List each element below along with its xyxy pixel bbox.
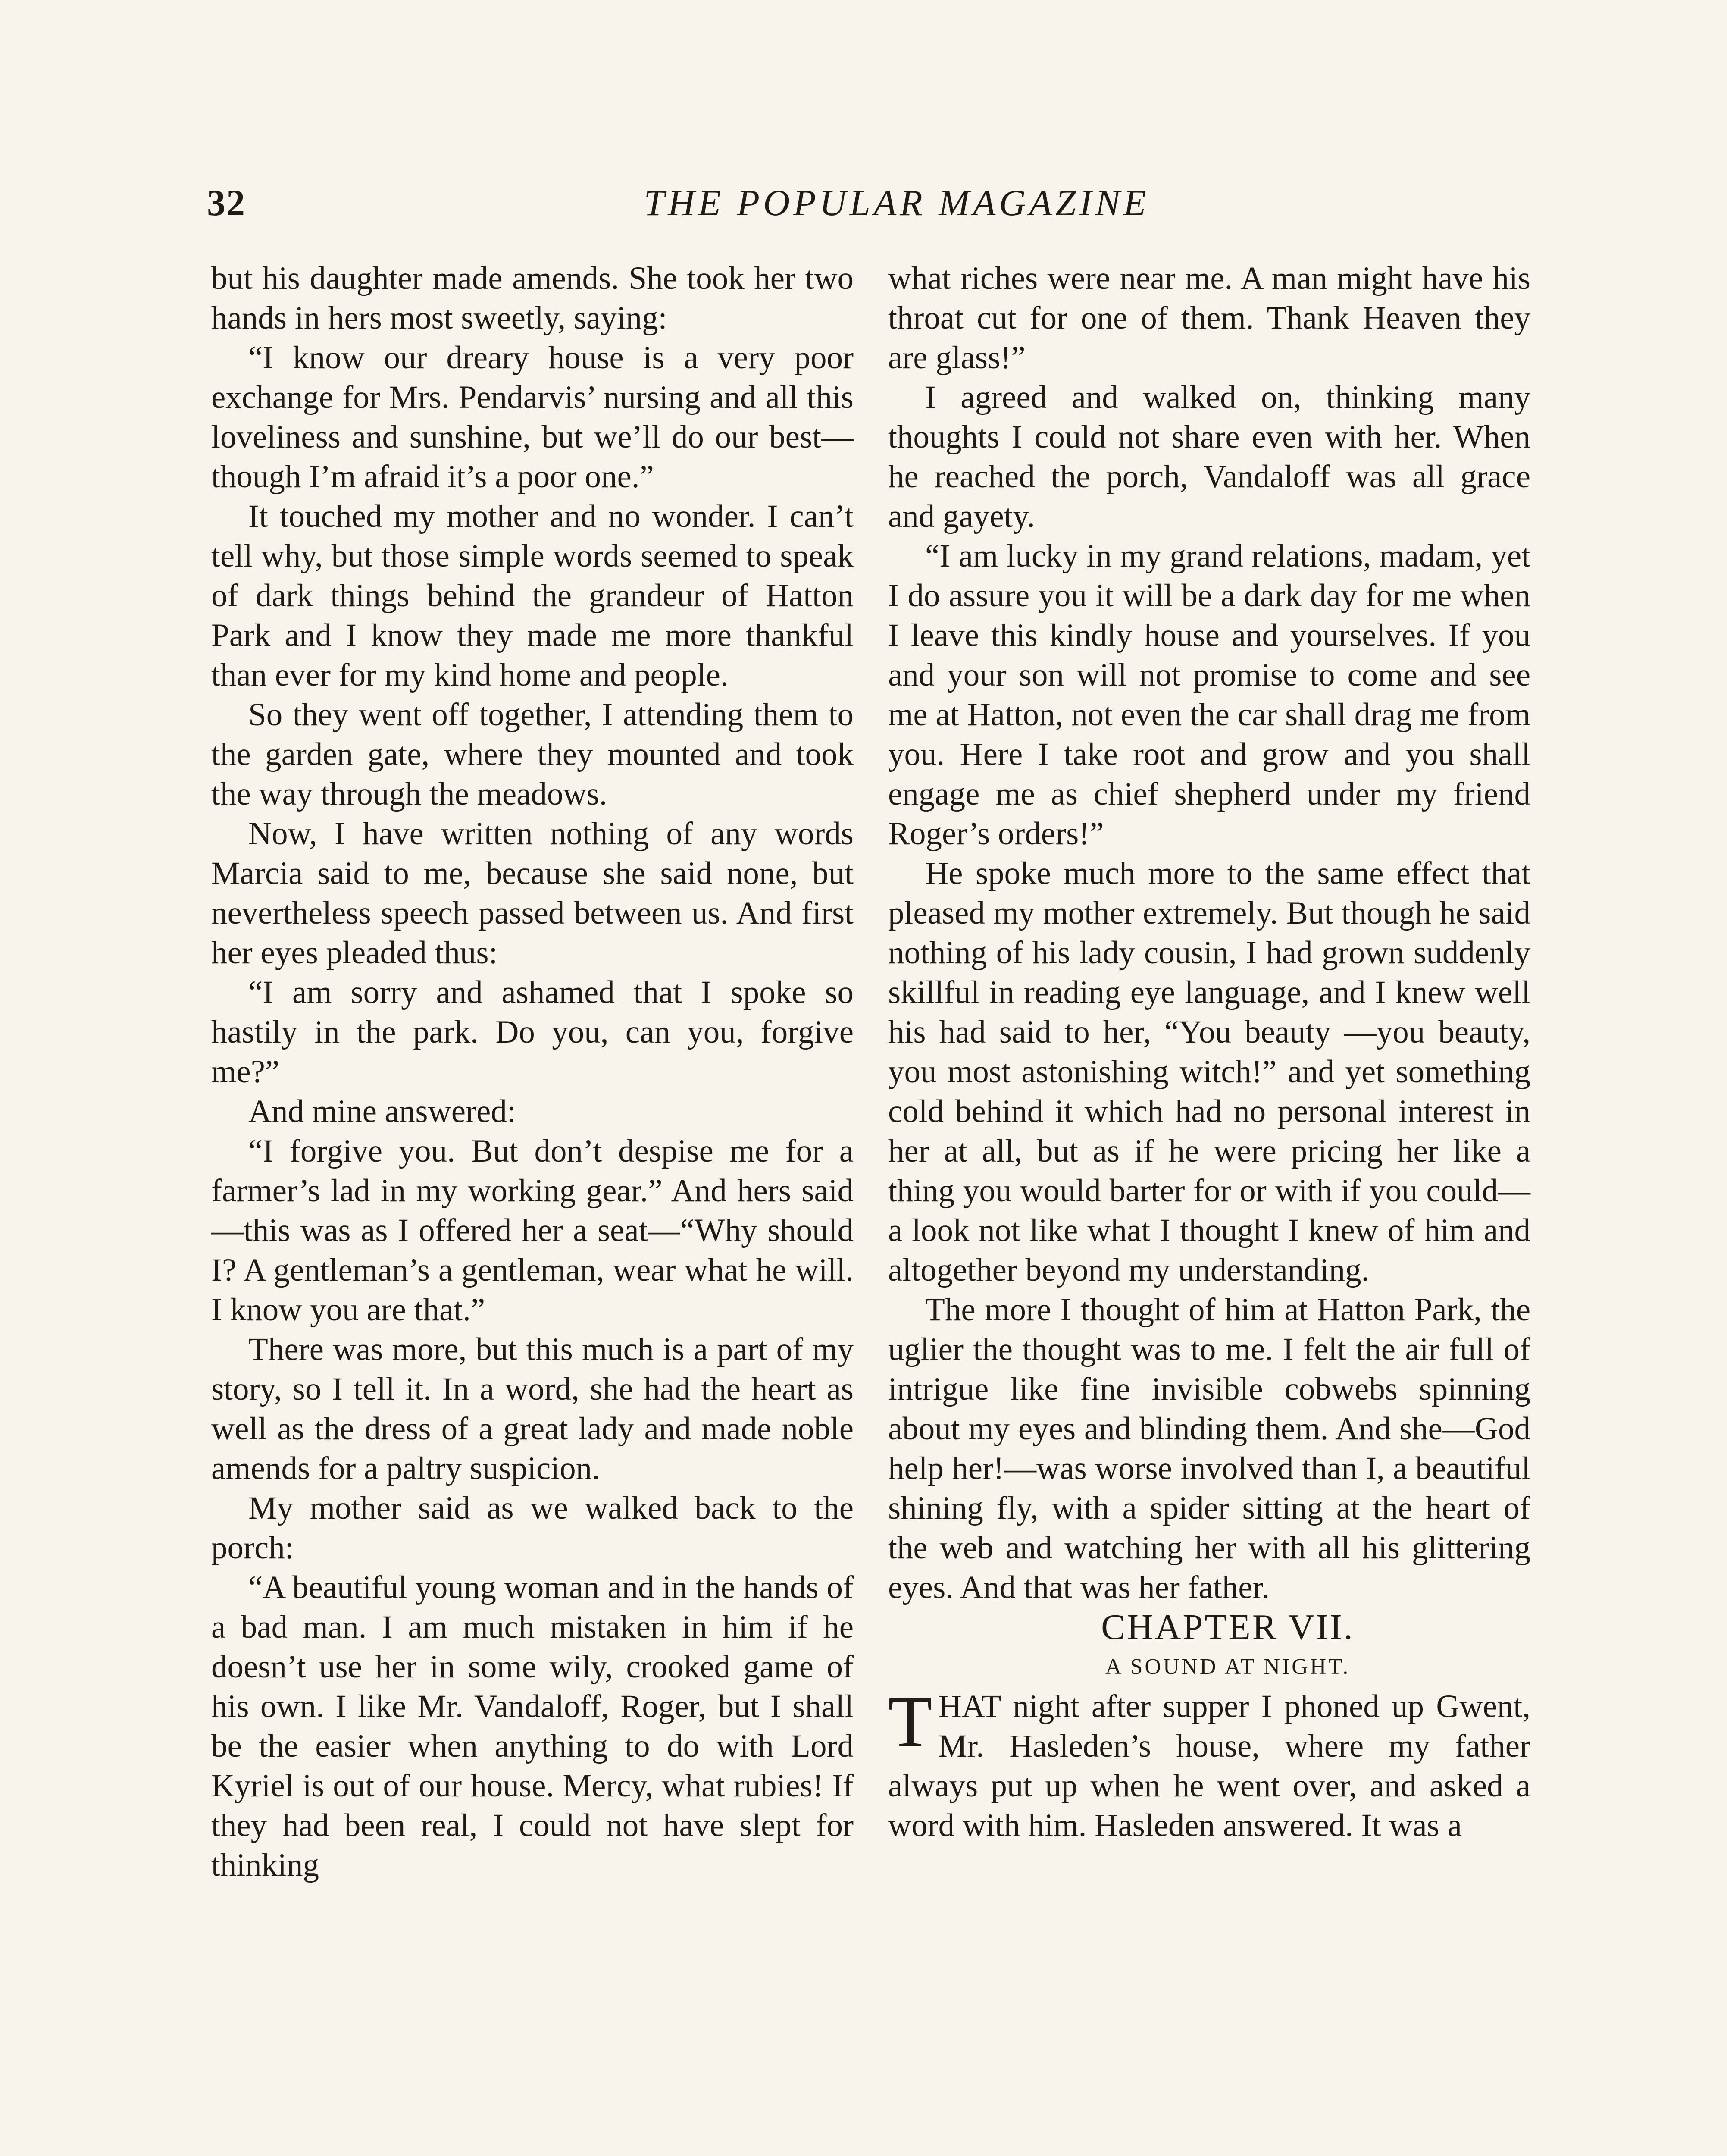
left-column [211, 259, 854, 1885]
paragraph: The more I thought of him at Hatton Park, the uglier the thought was to me. I felt the air full of intrigue like fine invisible cobwebs spinning about my eyes and blinding them. And she—God help her!—was worse involved than I, a beautiful shining fly, with a spider sitting at the heart of the web and watching her with all his glittering eyes. And that was her father. [888, 1292, 1530, 1605]
paragraph: “I know our dreary house is a very poor exchange for Mrs. Pendarvis’ nursing and all this loveliness and sunshine, but we’ll do our best—though I’m afraid it’s a poor one.” [211, 340, 854, 495]
chapter-title: CHAPTER VII. [1101, 1607, 1355, 1647]
drop-cap: T [888, 1682, 932, 1762]
chapter-subtitle: A SOUND AT NIGHT. [1105, 1655, 1351, 1679]
paragraph: He spoke much more to the same effect that pleased my mother extremely. But though he said nothing of his lady cousin, I had grown suddenly skillful in reading eye language, and I knew well his had said to her, “You beauty —you beauty, you most astonishing witch!” and yet something cold behind it which had no personal interest in her at all, but as if he were pricing her like a thing you would barter for or with if you could—a look not like what I thought I knew of him and altogether beyond my understanding. [888, 856, 1530, 1288]
paragraph: So they went off together, I attending them to the garden gate, where they mounted and took the way through the meadows. [211, 697, 854, 812]
paragraph: “I forgive you. But don’t despise me for a farmer’s lad in my working gear.” And hers said—this was as I offered her a seat—“Why should I? A gentleman’s a gentleman, wear what he will. I know you are that.” [211, 1133, 854, 1328]
chapter-opening-paragraph [888, 1682, 1530, 1846]
paragraph: “I am lucky in my grand relations, madam, yet I do assure you it will be a dark day for me when I leave this kindly house and yourselves. If you and your son will not promise to come and see me at Hatton, not even the car shall drag me from you. Here I take root and grow and you shall engage me as chief shepherd under my friend Roger’s orders!” [888, 538, 1530, 852]
paragraph: what riches were near me. A man might have his throat cut for one of them. Thank Heaven they are glass!” [888, 260, 1530, 376]
page-number: 32 [207, 182, 246, 223]
paragraph: “I am sorry and ashamed that I spoke so hastily in the park. Do you, can you, forgive me?” [211, 975, 854, 1090]
paragraph: It touched my mother and no wonder. I can’t tell why, but those simple words seemed to speak of dark things behind the grandeur of Hatton Park and I know they made me more thankful than ever for my kind home and people. [211, 498, 854, 693]
paragraph: but his daughter made amends. She took her two hands in hers most sweetly, saying: [211, 260, 854, 336]
paragraph: There was more, but this much is a part of my story, so I tell it. In a word, she had the heart as well as the dress of a great lady and made noble amends for a paltry suspicion. [211, 1332, 854, 1486]
paragraph: My mother said as we walked back to the porch: [211, 1490, 854, 1566]
paragraph: “A beautiful young woman and in the hands of a bad man. I am much mistaken in him if he doesn’t use her in some wily, crooked game of his own. I like Mr. Vandaloff, Roger, but I shall be the easier when anything to do with Lord Kyriel is out of our house. Mercy, what rubies! If they had been real, I could not have slept for thinking [211, 1570, 854, 1883]
paragraph: And mine answered: [248, 1094, 516, 1129]
right-column [888, 259, 1530, 1846]
paragraph: Now, I have written nothing of any words Marcia said to me, because she said none, but nevertheless speech passed between us. And first her eyes pleaded thus: [211, 816, 854, 971]
paragraph: I agreed and walked on, thinking many thoughts I could not share even with her. When he reached the porch, Vandaloff was all grace and gayety. [888, 379, 1530, 534]
chapter-opening-text: HAT night after supper I phoned up Gwent, Mr. Hasleden’s house, where my father always put up when he went over, and asked a word with him. Hasleden answered. It was a [888, 1689, 1530, 1843]
running-head: THE POPULAR MAGAZINE [644, 182, 1150, 223]
